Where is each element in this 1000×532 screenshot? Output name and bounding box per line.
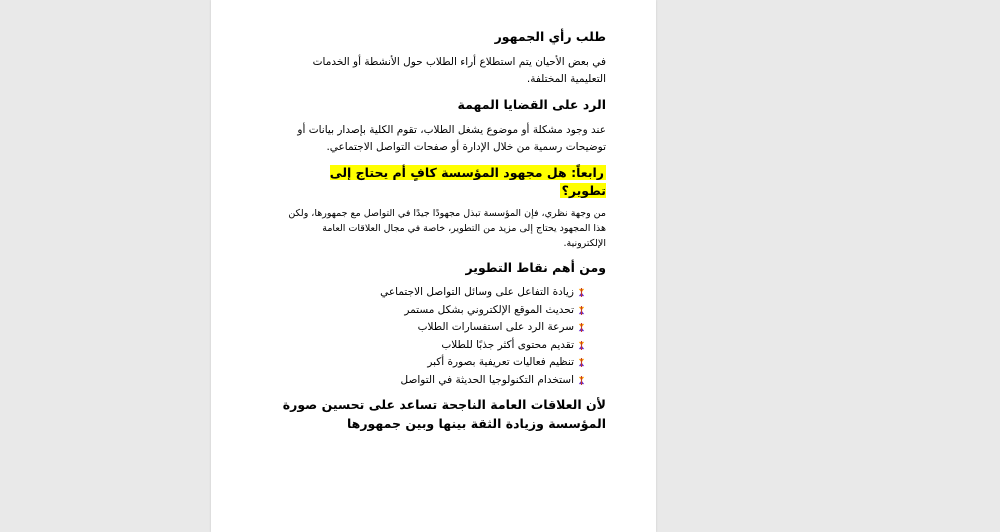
list-item-text: تحديث الموقع الإلكتروني بشكل مستمر — [404, 303, 574, 316]
highlighted-heading: رابعاً: هل مجهود المؤسسة كافٍ أم يحتاج إلى تطوير؟ — [329, 165, 606, 198]
list-item — [279, 319, 586, 337]
heading-fourth-question — [279, 164, 606, 200]
list-item-text: تنظيم فعاليات تعريفية بصورة أكبر — [427, 356, 574, 368]
list-item-text: تقديم محتوى أكثر جذبًا للطلاب — [441, 338, 574, 351]
pin-bullet-icon — [577, 358, 586, 367]
paragraph-important-issues: عند وجود مشكلة أو موضوع يشغل الطلاب، تقوم الكلية بإصدار بيانات أو توضيحات رسمية من خلال الإدارة أو صفحات التواصل الاجتماعي. — [297, 124, 606, 153]
pin-bullet-icon — [577, 288, 586, 297]
conclusion-text: لأن العلاقات العامة الناجحة تساعد على تحسين صورة المؤسسة وزيادة الثقة بينها وبين جمهورها — [282, 397, 606, 431]
document-page — [211, 0, 656, 532]
list-item — [279, 337, 586, 355]
paragraph-effort-opinion: من وجهة نظري، فإن المؤسسة تبذل مجهودًا جيدًا في التواصل مع جمهورها، ولكن هذا المجهود يحتاج إلى مزيد من التطوير، خاصة في مجال العلاقات العامة الإلكترونية. — [288, 208, 606, 249]
list-item-text: سرعة الرد على استفسارات الطلاب — [417, 321, 574, 333]
heading-development-points: ومن أهم نقاط التطوير — [465, 260, 606, 275]
heading-public-opinion: طلب رأي الجمهور — [494, 29, 606, 44]
paragraph-public-opinion: في بعض الأحيان يتم استطلاع أراء الطلاب حول الأنشطة أو الخدمات التعليمية المختلفة. — [312, 56, 606, 85]
list-item — [279, 354, 586, 372]
development-list — [279, 284, 606, 389]
list-item — [279, 372, 586, 390]
list-item-text: استخدام التكنولوجيا الحديثة في التواصل — [400, 373, 574, 386]
pin-bullet-icon — [577, 341, 586, 350]
pin-bullet-icon — [577, 323, 586, 332]
pin-bullet-icon — [577, 376, 586, 385]
page-content — [279, 28, 606, 433]
heading-important-issues: الرد على القضايا المهمة — [457, 97, 606, 112]
list-item — [279, 284, 586, 302]
list-item — [279, 302, 586, 320]
pin-bullet-icon — [577, 306, 586, 315]
list-item-text: زيادة التفاعل على وسائل التواصل الاجتماعي — [380, 286, 574, 298]
